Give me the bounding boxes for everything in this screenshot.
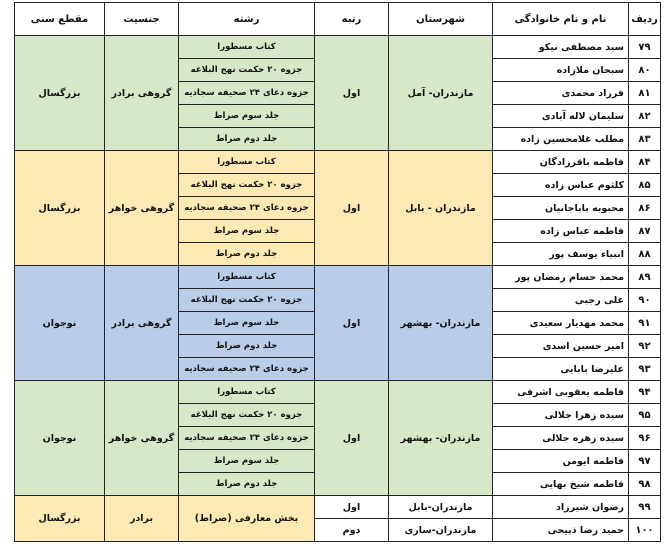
row-number: ۹۱ [629,312,661,335]
group-rank: اول [315,381,389,496]
row-number: ۸۶ [629,197,661,220]
header-field: رشته [179,3,315,36]
row-number: ۹۰ [629,289,661,312]
participant-name: سید مصطفی نیکو [493,36,629,59]
table-row [15,151,661,174]
group-gender: گروهی برادر [105,36,179,151]
group-gender: گروهی خواهر [105,381,179,496]
participant-name: مطلب غلامحسین زاده [493,128,629,151]
header-city: شهرستان [389,3,493,36]
header-row [15,3,661,36]
field-cell: کتاب مسطورا [179,266,315,289]
field-cell: جلد سوم صراط [179,220,315,243]
header-rank: رتبه [315,3,389,36]
group-gender: برادر [105,496,179,542]
table-row [15,381,661,404]
field-cell: جلد سوم صراط [179,450,315,473]
group-city: مازندران- بهشهر [389,381,493,496]
field-cell: جزوه دعای ۲۴ صحیفه سجادیه [179,358,315,381]
row-number: ۹۸ [629,473,661,496]
results-table [14,2,661,542]
field-cell: جزوه ۲۰ حکمت نهج البلاغه [179,289,315,312]
group-city: مازندران- بهشهر [389,266,493,381]
row-number: ۹۴ [629,381,661,404]
participant-name: فاطمه باقرزادگان [493,151,629,174]
field-cell: جزوه دعای ۲۴ صحیفه سجادیه [179,197,315,220]
table-row [15,496,661,519]
row-number: ۷۹ [629,36,661,59]
row-number: ۸۷ [629,220,661,243]
group-rank: اول [315,36,389,151]
header-age: مقطع سنی [15,3,105,36]
participant-name: علیرضا بابایی [493,358,629,381]
participant-name: محمد حسام رمضان پور [493,266,629,289]
row-number: ۸۳ [629,128,661,151]
participant-name: سلیمان لاله آبادی [493,105,629,128]
participant-name: امیر حسین اسدی [493,335,629,358]
group-city: مازندران- آمل [389,36,493,151]
participant-name: حمید رضا ذبیحی [493,519,629,542]
participant-name: سبحان ملازاده [493,59,629,82]
participant-name: کلثوم عباس زاده [493,174,629,197]
group-age: نوجوان [15,266,105,381]
field-cell: کتاب مسطورا [179,36,315,59]
group-age: بزرگسال [15,36,105,151]
participant-name: محمد مهدیار سعیدی [493,312,629,335]
group-rank: اول [315,151,389,266]
field-cell: جلد سوم صراط [179,312,315,335]
field-cell: جلد دوم صراط [179,243,315,266]
participant-name: فاطمه عباس زاده [493,220,629,243]
field-cell: جزوه دعای ۲۴ صحیفه سجادیه [179,82,315,105]
participant-name: انبیاء یوسف پور [493,243,629,266]
participant-name: رضوان شیرزاد [493,496,629,519]
group-age: نوجوان [15,381,105,496]
row-number: ۹۶ [629,427,661,450]
row-number: ۸۰ [629,59,661,82]
field-cell: بخش معارفی (صراط) [179,496,315,542]
participant-name: فاطمه ایومن [493,450,629,473]
field-cell: جزوه ۲۰ حکمت نهج البلاغه [179,404,315,427]
group-age: بزرگسال [15,496,105,542]
group-rank: اول [315,266,389,381]
field-cell: جلد دوم صراط [179,473,315,496]
field-cell: کتاب مسطورا [179,151,315,174]
row-number: ۹۳ [629,358,661,381]
row-number: ۸۴ [629,151,661,174]
header-radif: ردیف [629,3,661,36]
group-gender: گروهی برادر [105,266,179,381]
row-number: ۸۹ [629,266,661,289]
field-cell: کتاب مسطورا [179,381,315,404]
row-number: ۸۸ [629,243,661,266]
participant-name: فرزاد محمدی [493,82,629,105]
row-number: ۹۲ [629,335,661,358]
header-gender: جنسیت [105,3,179,36]
participant-name: فاطمه شیخ بهایی [493,473,629,496]
row-rank: اول [315,496,389,519]
row-number: ۹۵ [629,404,661,427]
row-number: ۹۷ [629,450,661,473]
field-cell: جزوه ۲۰ حکمت نهج البلاغه [179,59,315,82]
row-number: ۸۵ [629,174,661,197]
field-cell: جلد سوم صراط [179,105,315,128]
participant-name: سیده زهره جلالی [493,427,629,450]
row-number: ۱۰۰ [629,519,661,542]
row-rank: دوم [315,519,389,542]
group-city: مازندران - بابل [389,151,493,266]
group-age: بزرگسال [15,151,105,266]
field-cell: جزوه دعای ۲۴ صحیفه سجادیه [179,427,315,450]
row-city: مازندران-ساری [389,519,493,542]
field-cell: جلد دوم صراط [179,128,315,151]
participant-name: فاطمه یعقوبی اشرفی [493,381,629,404]
participant-name: سیده زهرا جلالی [493,404,629,427]
row-number: ۸۱ [629,82,661,105]
row-city: مازندران-بابل [389,496,493,519]
header-name: نام و نام خانوادگی [493,3,629,36]
row-number: ۸۲ [629,105,661,128]
row-number: ۹۹ [629,496,661,519]
table-row [15,36,661,59]
group-gender: گروهی خواهر [105,151,179,266]
field-cell: جزوه ۲۰ حکمت نهج البلاغه [179,174,315,197]
participant-name: محبوبه باباجانیان [493,197,629,220]
participant-name: علی رجبی [493,289,629,312]
field-cell: جلد دوم صراط [179,335,315,358]
table-row [15,266,661,289]
